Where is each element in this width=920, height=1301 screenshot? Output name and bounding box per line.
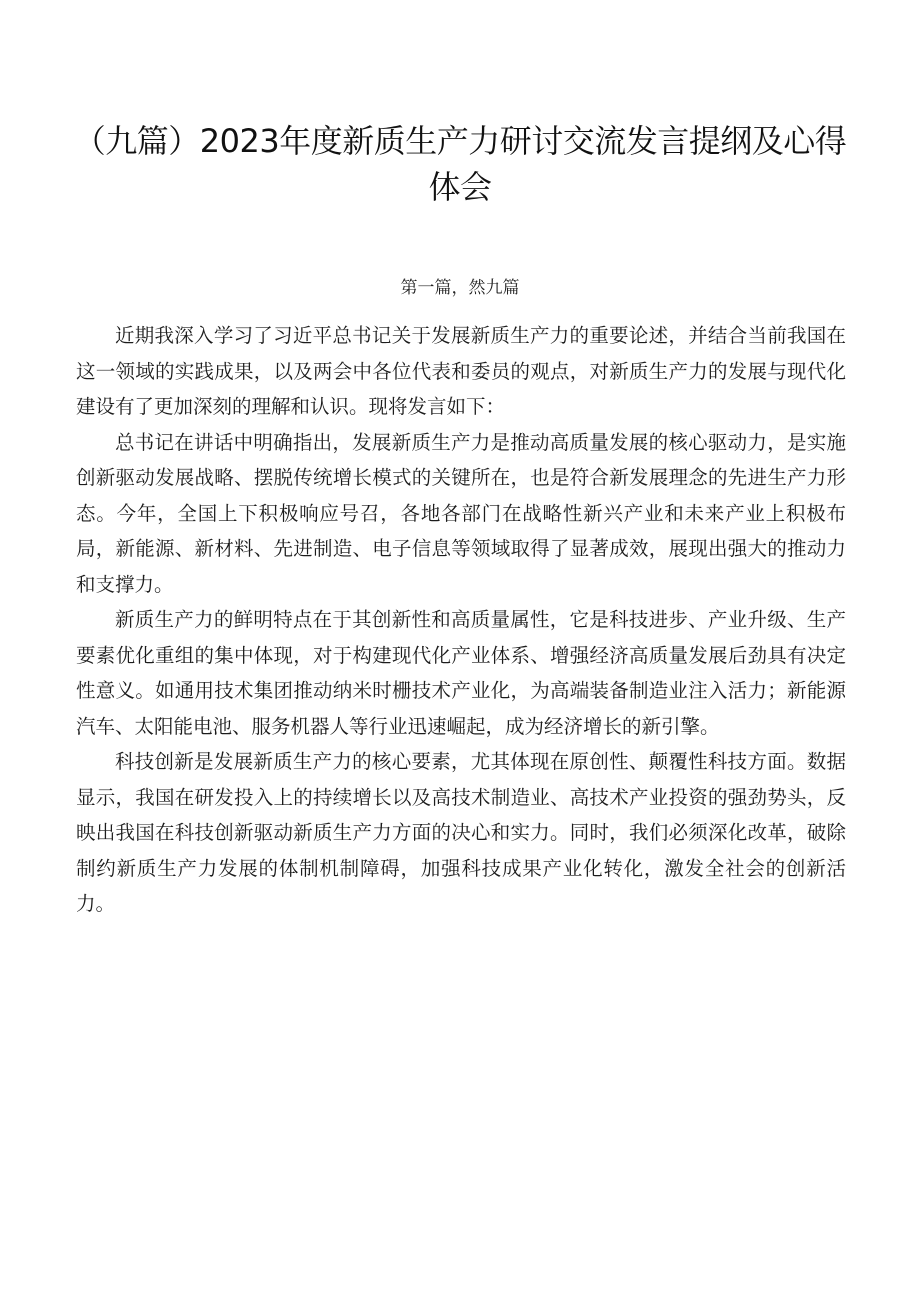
document-subtitle: 第一篇，然九篇 <box>400 278 520 298</box>
document-title: （九篇）2023年度新质生产力研讨交流发言提纲及心得体会 <box>73 122 847 206</box>
document-body <box>76 318 846 922</box>
paragraph-3: 新质生产力的鲜明特点在于其创新性和高质量属性，它是科技进步、产业升级、生产要素优化重组的集中体现，对于构建现代化产业体系、增强经济高质量发展后劲具有决定性意义。如通用技术集团推动纳米时栅技术产业化，为高端装备制造业注入活力；新能源汽车、太阳能电池、服务机器人等行业迅速崛起，成为经济增长的新引擎。 <box>76 608 846 738</box>
paragraph-2: 总书记在讲话中明确指出，发展新质生产力是推动高质量发展的核心驱动力，是实施创新驱动发展战略、摆脱传统增长模式的关键所在，也是符合新发展理念的先进生产力形态。今年，全国上下积极响应号召，各地各部门在战略性新兴产业和未来产业上积极布局，新能源、新材料、先进制造、电子信息等领域取得了显著成效，展现出强大的推动力和支撑力。 <box>76 430 846 596</box>
paragraph-4: 科技创新是发展新质生产力的核心要素，尤其体现在原创性、颠覆性科技方面。数据显示，我国在研发投入上的持续增长以及高技术制造业、高技术产业投资的强劲势头，反映出我国在科技创新驱动新质生产力方面的决心和实力。同时，我们必须深化改革，破除制约新质生产力发展的体制机制障碍，加强科技成果产业化转化，激发全社会的创新活力。 <box>76 750 846 915</box>
paragraph-1: 近期我深入学习了习近平总书记关于发展新质生产力的重要论述，并结合当前我国在这一领域的实践成果，以及两会中各位代表和委员的观点，对新质生产力的发展与现代化建设有了更加深刻的理解和认识。现将发言如下： <box>76 324 846 418</box>
